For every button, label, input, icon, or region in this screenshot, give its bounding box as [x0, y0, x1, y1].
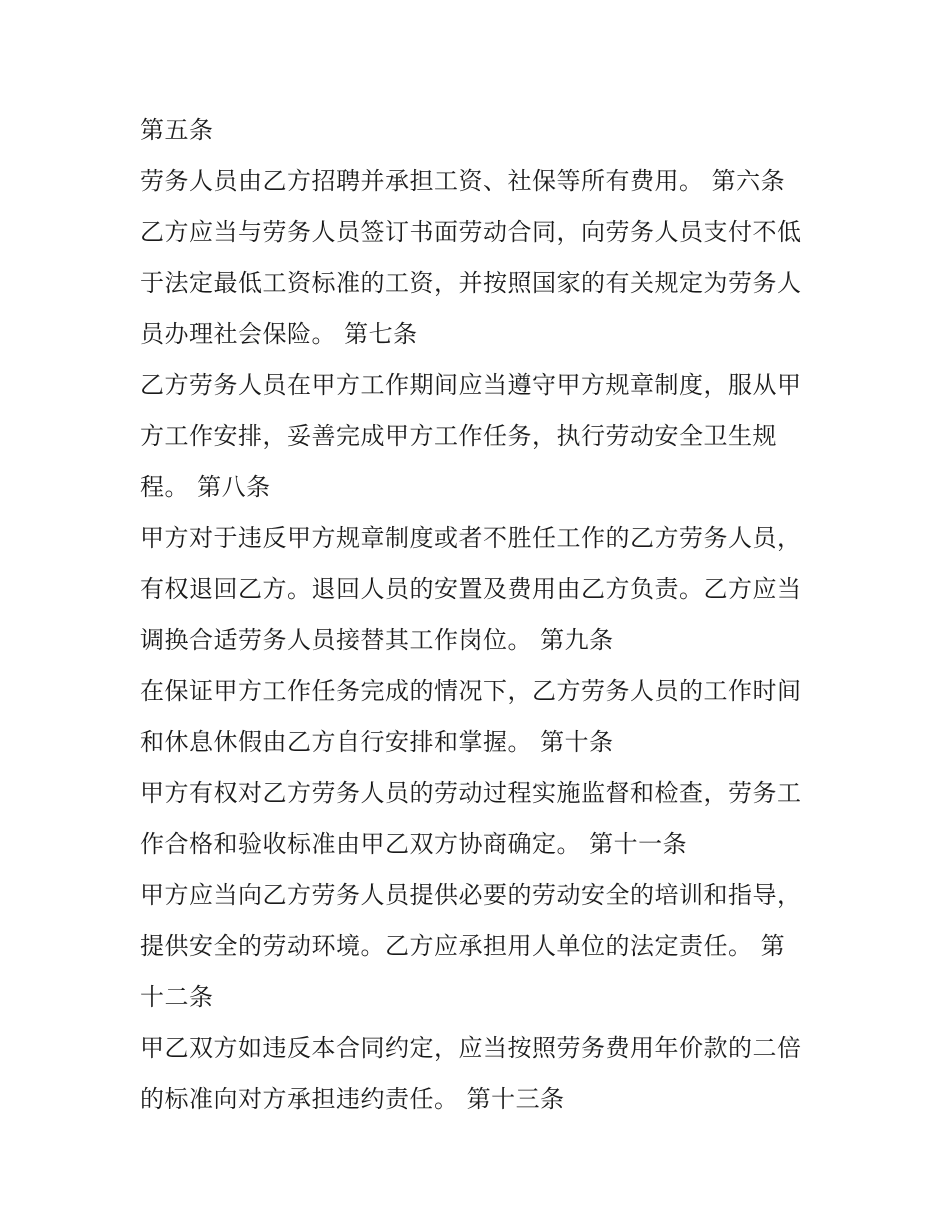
- text-line: 甲乙双方如违反本合同约定，应当按照劳务费用年价款的二倍: [140, 1034, 802, 1062]
- document-body: [140, 109, 820, 1129]
- text-line: 劳务人员由乙方招聘并承担工资、社保等所有费用。 第六条: [140, 167, 786, 195]
- text-line: 第五条: [140, 116, 214, 144]
- text-line: 的标准向对方承担违约责任。 第十三条: [140, 1085, 565, 1113]
- text-line: 十二条: [140, 983, 214, 1011]
- text-line: 调换合适劳务人员接替其工作岗位。 第九条: [140, 626, 614, 654]
- text-line: 提供安全的劳动环境。乙方应承担用人单位的法定责任。 第: [140, 932, 786, 960]
- text-line: 甲方应当向乙方劳务人员提供必要的劳动安全的培训和指导，: [140, 881, 802, 909]
- text-line: 作合格和验收标准由甲乙双方协商确定。 第十一条: [140, 830, 688, 858]
- text-line: 于法定最低工资标准的工资，并按照国家的有关规定为劳务人: [140, 269, 802, 297]
- text-line: 在保证甲方工作任务完成的情况下，乙方劳务人员的工作时间: [140, 677, 802, 705]
- text-line: 员办理社会保险。 第七条: [140, 320, 418, 348]
- text-line: 乙方应当与劳务人员签订书面劳动合同，向劳务人员支付不低: [140, 218, 802, 246]
- text-line: 和休息休假由乙方自行安排和掌握。 第十条: [140, 728, 614, 756]
- text-line: 乙方劳务人员在甲方工作期间应当遵守甲方规章制度，服从甲: [140, 371, 802, 399]
- text-line: 有权退回乙方。退回人员的安置及费用由乙方负责。乙方应当: [140, 575, 802, 603]
- text-line: 甲方对于违反甲方规章制度或者不胜任工作的乙方劳务人员，: [140, 524, 802, 552]
- text-line: 方工作安排，妥善完成甲方工作任务，执行劳动安全卫生规: [140, 422, 777, 450]
- text-line: 程。 第八条: [140, 473, 271, 501]
- text-line: 甲方有权对乙方劳务人员的劳动过程实施监督和检查，劳务工: [140, 779, 802, 807]
